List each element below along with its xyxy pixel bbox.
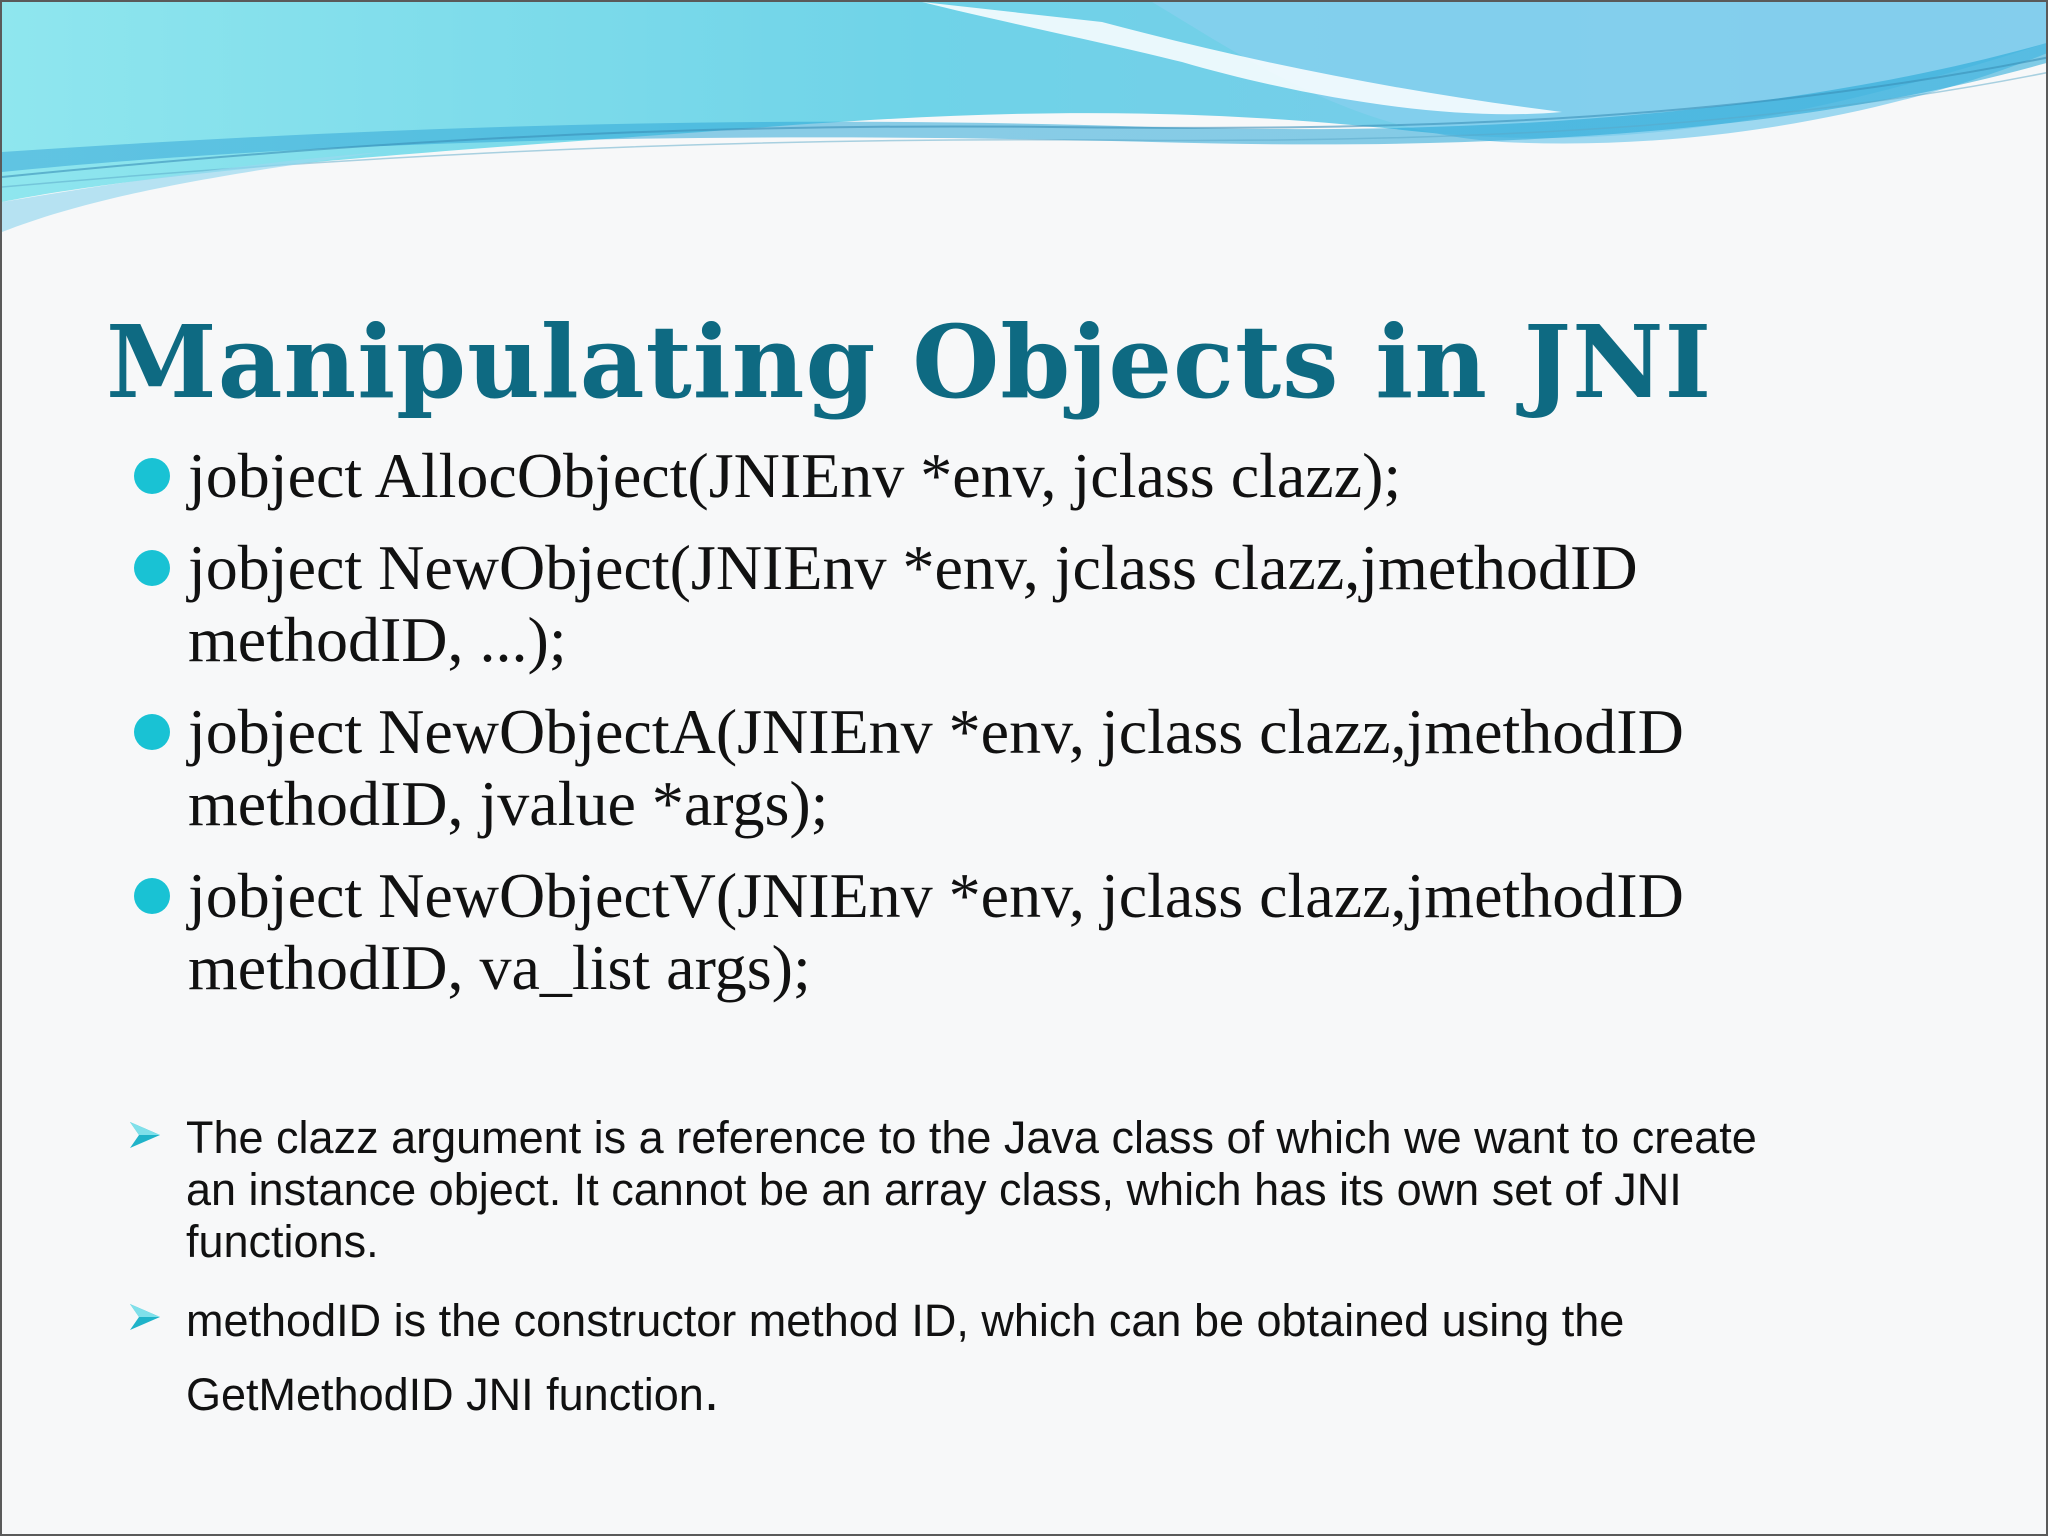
- note-text-line: an instance object. It cannot be an array class, which has its own set of JNI: [186, 1164, 1682, 1215]
- filled-circle-bullet-icon: [134, 550, 170, 586]
- bullet-new-object-v: [130, 860, 2010, 1004]
- bullet-text-line: methodID, va_list args);: [188, 932, 811, 1003]
- note-text-fragment: GetMethodID JNI function: [186, 1369, 704, 1420]
- filled-circle-bullet-icon: [134, 714, 170, 750]
- bullet-text-line: methodID, jvalue *args);: [188, 768, 829, 839]
- bullet-alloc-object: [130, 440, 2010, 512]
- bullet-new-object-a: [130, 696, 2010, 840]
- bullet-text-line: jobject NewObjectA(JNIEnv *env, jclass clazz,jmethodID: [188, 696, 1684, 767]
- header-wave-decoration: [2, 2, 2048, 242]
- filled-circle-bullet-icon: [134, 878, 170, 914]
- filled-circle-bullet-icon: [134, 458, 170, 494]
- note-text-line: functions.: [186, 1216, 379, 1267]
- bullet-text-line: jobject NewObject(JNIEnv *env, jclass clazz,jmethodID: [188, 532, 1638, 603]
- bullet-text-line: jobject AllocObject(JNIEnv *env, jclass clazz);: [188, 440, 1402, 511]
- note-text-fragment: .: [703, 1359, 720, 1422]
- arrowhead-bullet-icon: [128, 1120, 162, 1150]
- note-clazz-argument: [128, 1112, 1928, 1268]
- main-bullet-list: [130, 440, 2010, 1024]
- note-text-line: methodID is the constructor method ID, which can be obtained using the: [186, 1295, 1625, 1346]
- arrowhead-bullet-icon: [128, 1302, 162, 1332]
- slide-title: Manipulating Objects in JNI: [106, 303, 1713, 421]
- bullet-new-object: [130, 532, 2010, 676]
- note-bullet-list: [128, 1112, 1928, 1430]
- bullet-text-line: methodID, ...);: [188, 604, 567, 675]
- note-method-id: [128, 1286, 1928, 1430]
- bullet-text-line: jobject NewObjectV(JNIEnv *env, jclass clazz,jmethodID: [188, 860, 1684, 931]
- note-text-line: The clazz argument is a reference to the Java class of which we want to create: [186, 1112, 1757, 1163]
- note-text-line: [186, 1356, 1928, 1430]
